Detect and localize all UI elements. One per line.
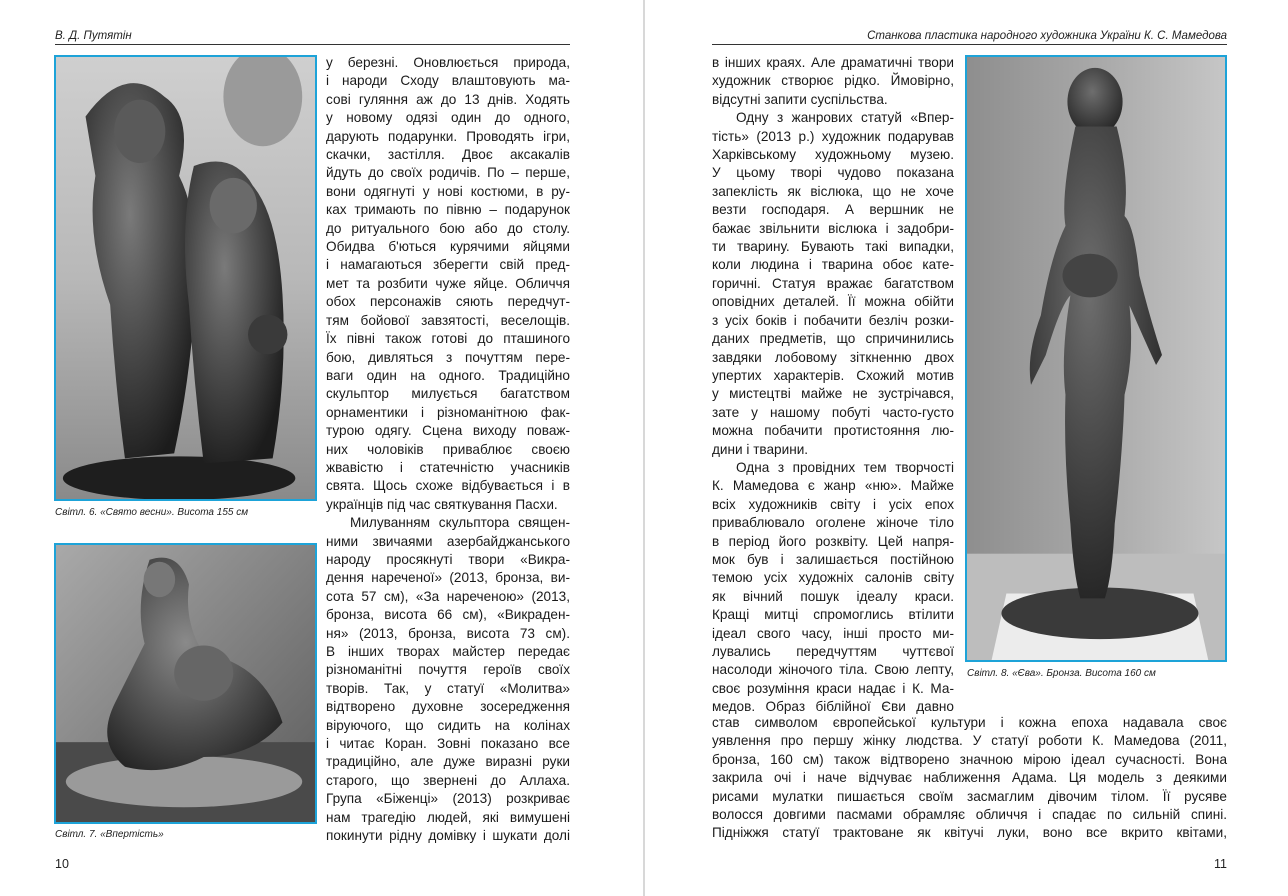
right-narrow-text-column	[712, 54, 954, 717]
text-line: ними звичаями азербайджанського	[326, 533, 570, 549]
text-line-indented	[326, 514, 570, 532]
text-line: скульптор милується багатством	[326, 386, 570, 402]
text-line-content: Одна з провідних тем творчості	[736, 459, 954, 475]
text-line: нам трагедію людей, які вимушені	[326, 809, 570, 825]
text-line: орнаментики і різноманітною фак-	[326, 404, 570, 420]
text-line: Група «Біженці» (2013) розкриває	[326, 791, 570, 807]
sculpture-eve-image	[967, 57, 1225, 660]
text-line: бою, дивляться з почуттям пере-	[326, 349, 570, 365]
text-line: насолоди жіночого тіла. Свою лепту,	[712, 662, 954, 678]
text-line: закрила очі і наче відчуває наближення Адама. Ця модель з деякими	[712, 770, 1227, 786]
text-line: Обидва б'ються курячими яйцями	[326, 239, 570, 255]
text-line: в інших краях. Але драматичні твори	[712, 55, 954, 70]
running-header-author: В. Д. Путятін	[55, 29, 570, 45]
text-line: творів. Так, у статуї «Молитва»	[326, 680, 570, 696]
figure-6-caption: Світл. 6. «Свято весни». Висота 155 см	[55, 507, 249, 518]
text-line: волосся довгими пасмами обрамляє обличчя і спадає по сильній спині.	[712, 807, 1227, 823]
text-line-content: Одну з жанрових статуй «Впер-	[736, 110, 954, 126]
text-line: скачки, застілля. Двоє аксакалів	[326, 147, 570, 163]
text-line: бронза, 160 см) також відтворено значною мірою ідеал сучасності. Вона	[712, 751, 1227, 767]
text-line: як вічний пошук ідеалу краси.	[712, 588, 954, 604]
right-page	[645, 0, 1288, 896]
text-line: свята. Щось схоже відбувається і в	[326, 478, 570, 494]
text-line: віруючого, що сидить на колінах	[326, 717, 570, 733]
sculpture-stubbornness-image	[56, 545, 315, 822]
right-wide-text-column	[712, 714, 1227, 843]
text-line: темою усіх художніх салонів світу	[712, 570, 954, 586]
text-line: з усіх боків і побачити безліч розки-	[712, 312, 954, 328]
figure-7-caption: Світл. 7. «Впертість»	[55, 829, 164, 840]
text-line: можна побачити протистояння лю-	[712, 423, 954, 439]
text-line: українців під час святкування Пасхи.	[326, 496, 558, 512]
text-line: і намагаються зберегти свій пред-	[326, 257, 570, 273]
page-number-right: 11	[1214, 857, 1227, 871]
text-line: старого, що звернені до Аллаха.	[326, 772, 570, 788]
text-line: коли людина і тварина обоє кате-	[712, 257, 954, 273]
text-line: ня» (2013, бронза, висота 73 см).	[326, 625, 570, 641]
text-line: дини і тварини.	[712, 441, 809, 457]
text-line: народу просякнуті твори «Викра-	[326, 551, 570, 567]
text-line: ваги один на одного. Традиційно	[326, 367, 570, 383]
text-line: Кращі митці спромоглись втілити	[712, 607, 954, 623]
text-line: у мистецтві майже не зустрічався,	[712, 386, 954, 402]
text-line: сота 57 см), «За нареченою» (2013,	[326, 588, 570, 604]
text-line: лувались передчуттям чуттєвої	[712, 644, 954, 659]
text-line: у березні. Оновлюється природа,	[326, 55, 570, 70]
text-line: до ритуального бою або до столу.	[326, 220, 570, 236]
text-line: всіх художників світу і усіх епох	[712, 496, 954, 512]
text-line: зате у нашому побуті часто-густо	[712, 404, 954, 420]
text-line: медов. Образ біблійної Єви давно	[712, 699, 954, 715]
text-line: бронза, висота 66 см), «Викраден-	[326, 607, 570, 623]
text-line: бажає звільнити віслюка і задобри-	[712, 220, 954, 236]
text-line: горичні. Статуя вражає багатством	[712, 275, 954, 291]
text-line: йдуть до своїх родичів. По – перше,	[326, 165, 570, 181]
text-line: запеклість як віслюка, що не хоче	[712, 183, 954, 199]
text-line: мок був і залишається постійною	[712, 551, 954, 567]
text-line: мет та розбити чуже яйце. Обличчя	[326, 275, 570, 291]
running-header-title: Станкова пластика народного художника України К. С. Мамедова	[712, 29, 1227, 45]
figure-6-photo	[54, 55, 317, 501]
text-line: Підніжжя статуї трактоване як квітучі луки, воно все вкрито квітами,	[712, 825, 1227, 841]
text-line: Їх півні також готові до пташиного	[326, 331, 570, 347]
left-text-column	[326, 54, 570, 845]
text-line: везти господаря. А вершник не	[712, 202, 954, 218]
text-line: і читає Коран. Зовні показано все	[326, 736, 570, 752]
text-line: Харківському художньому музею.	[712, 147, 954, 163]
text-line: приваблювало оголене жіноче тіло	[712, 515, 954, 531]
text-line: турою одягу. Сцена виходу поваж-	[326, 423, 570, 439]
figure-7-photo	[54, 543, 317, 824]
text-line: рисами мулатки пишається своїм засмаглим дівочим тілом. Її русяве	[712, 788, 1227, 804]
text-line: покинути рідну домівку і шукати долі	[326, 828, 570, 844]
text-line: в період його розквіту. Цей напря-	[712, 533, 954, 549]
text-line: традиційно, але дуже виразні руки	[326, 754, 570, 770]
text-line: художник створює рідко. Ймовірно,	[712, 73, 954, 89]
text-line: даних предметів, що спричинились	[712, 331, 954, 347]
text-line: ти тварину. Бувають такі випадки,	[712, 239, 954, 255]
left-page	[0, 0, 643, 896]
text-line: жвавістю і статечністю учасників	[326, 459, 570, 475]
text-line: У цьому творі чудово показана	[712, 165, 954, 181]
figure-8-photo	[965, 55, 1227, 662]
text-line: різноманітні почуття героїв своїх	[326, 662, 570, 678]
text-line: у новому одязі один до одного,	[326, 110, 570, 126]
text-line: сові гуляння аж до 13 днів. Ходять	[326, 91, 570, 107]
text-line: вони одягнуті у нові костюми, в ру-	[326, 183, 570, 199]
text-line: уявлення про першу жінку людства. У статуї роботи К. Мамедова (2011,	[712, 733, 1227, 749]
text-line: відсутні запити суспільства.	[712, 91, 888, 107]
page-number-left: 10	[55, 857, 69, 871]
text-line: став символом європейської культури і кожна епоха надавала своє	[712, 715, 1227, 730]
text-line-indented	[712, 459, 954, 477]
text-line: дення нареченої» (2013, бронза, ви-	[326, 570, 570, 586]
text-line: К. Мамедова є жанр «ню». Майже	[712, 478, 954, 494]
text-line: них чоловіків приваблює своєю	[326, 441, 570, 457]
text-line: ідеал свого часу, інші просто ми-	[712, 625, 954, 641]
text-line: відтворено духовне зосередження	[326, 699, 570, 715]
text-line: завдяки лобовому зіткненню двох	[712, 349, 954, 365]
text-line: дарують подарунки. Проводять ігри,	[326, 128, 570, 144]
text-line: тям бойової завзятості, веселощів.	[326, 312, 570, 328]
text-line: оповідних деталей. Її можна обійти	[712, 294, 954, 310]
text-line-content: Милуванням скульптора священ-	[350, 515, 570, 531]
text-line: і народи Сходу влаштовують ма-	[326, 73, 570, 89]
text-line: своє розуміння краси надає і К. Ма-	[712, 680, 954, 696]
sculpture-two-elders-image	[56, 57, 315, 499]
text-line: обох персонажів сяють передчут-	[326, 294, 570, 310]
text-line-indented	[712, 109, 954, 127]
text-line: упертих характерів. Схожий мотив	[712, 367, 954, 383]
text-line: В інших творах майстер передає	[326, 644, 570, 659]
text-line: тість» (2013 р.) художник подарував	[712, 128, 954, 144]
figure-8-caption: Світл. 8. «Єва». Бронза. Висота 160 см	[967, 668, 1156, 679]
text-line: ках тримають по півню – подарунок	[326, 202, 570, 218]
